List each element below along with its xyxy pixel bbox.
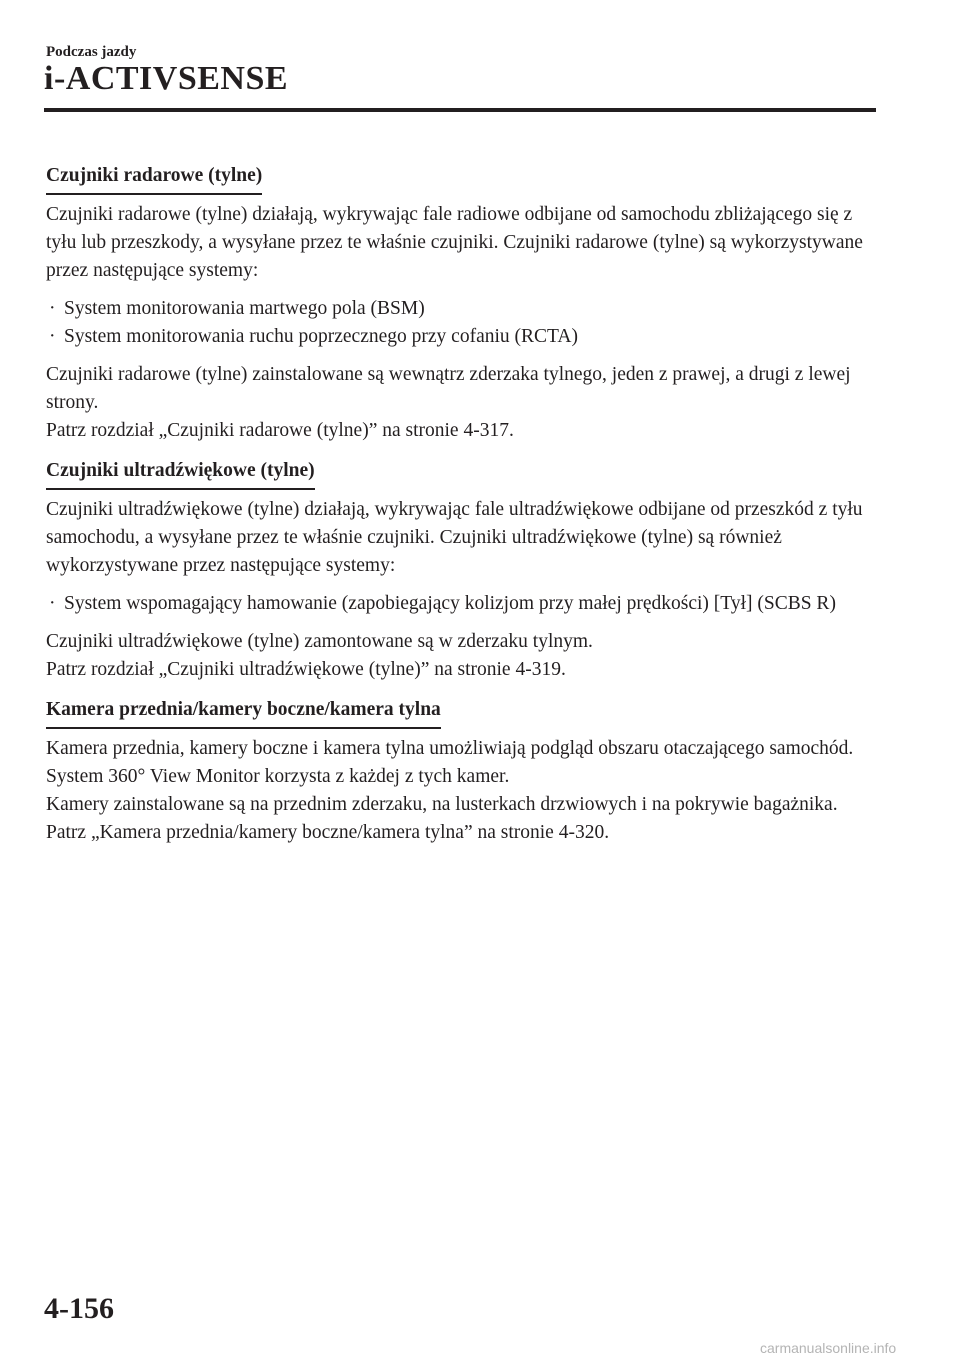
cross-reference: Patrz rozdział „Czujniki radarowe (tylne)” na stronie 4-317. <box>46 420 514 441</box>
section-ultrasonic <box>46 457 882 684</box>
section-title: i-ACTIVSENSE <box>44 60 289 97</box>
paragraph: Czujniki ultradźwiękowe (tylne) działają, wykrywając fale ultradźwiękowe odbijane od przeszkód z tyłu samochodu, a wysyłane przez te właśnie czujniki. Czujniki ultradźwiękowe (tylne) są również wykorzystywane przez następujące systemy: <box>46 499 863 576</box>
content <box>46 162 882 859</box>
subheading-radar: Czujniki radarowe (tylne) <box>46 162 262 195</box>
paragraph: Kamera przednia, kamery boczne i kamera tylna umożliwiają podgląd obszaru otaczającego samochód. System 360° View Monitor korzysta z każdej z tych kamer. <box>46 738 854 787</box>
bullet-icon: · <box>49 326 56 347</box>
cross-reference: Patrz „Kamera przednia/kamery boczne/kamera tylna” na stronie 4-320. <box>46 822 610 843</box>
page-number: 4-156 <box>44 1292 114 1325</box>
bullet-list <box>46 590 882 618</box>
section-cameras <box>46 696 882 847</box>
subheading-ultrasonic: Czujniki ultradźwiękowe (tylne) <box>46 457 315 490</box>
cross-reference: Patrz rozdział „Czujniki ultradźwiękowe (tylne)” na stronie 4-319. <box>46 659 566 680</box>
paragraph: Czujniki radarowe (tylne) zainstalowane są wewnątrz zderzaka tylnego, jeden z prawej, a drugi z lewej strony. <box>46 364 851 413</box>
title-rule <box>44 108 876 112</box>
list-item: · System monitorowania ruchu poprzecznego przy cofaniu (RCTA) <box>46 323 882 351</box>
paragraph: Czujniki ultradźwiękowe (tylne) zamontowane są w zderzaku tylnym. <box>46 631 593 652</box>
list-item: · System monitorowania martwego pola (BSM) <box>46 295 882 323</box>
subheading-cameras: Kamera przednia/kamery boczne/kamera tylna <box>46 696 441 729</box>
bullet-list <box>46 295 882 351</box>
section-radar <box>46 162 882 445</box>
chapter-label: Podczas jazdy <box>46 44 137 60</box>
paragraph: Kamery zainstalowane są na przednim zderzaku, na lusterkach drzwiowych i na pokrywie bagażnika. <box>46 794 838 815</box>
bullet-icon: · <box>49 593 56 614</box>
paragraph: Czujniki radarowe (tylne) działają, wykrywając fale radiowe odbijane od samochodu zbliżającego się z tyłu lub przeszkody, a wysyłane przez te właśnie czujniki. Czujniki radarowe (tylne) są wykorzystywane przez następujące systemy: <box>46 204 863 281</box>
bullet-icon: · <box>49 298 56 319</box>
watermark: carmanualsonline.info <box>760 1340 897 1356</box>
list-item: · System wspomagający hamowanie (zapobiegający kolizjom przy małej prędkości) [Tył] (SCBS R) <box>46 590 882 618</box>
